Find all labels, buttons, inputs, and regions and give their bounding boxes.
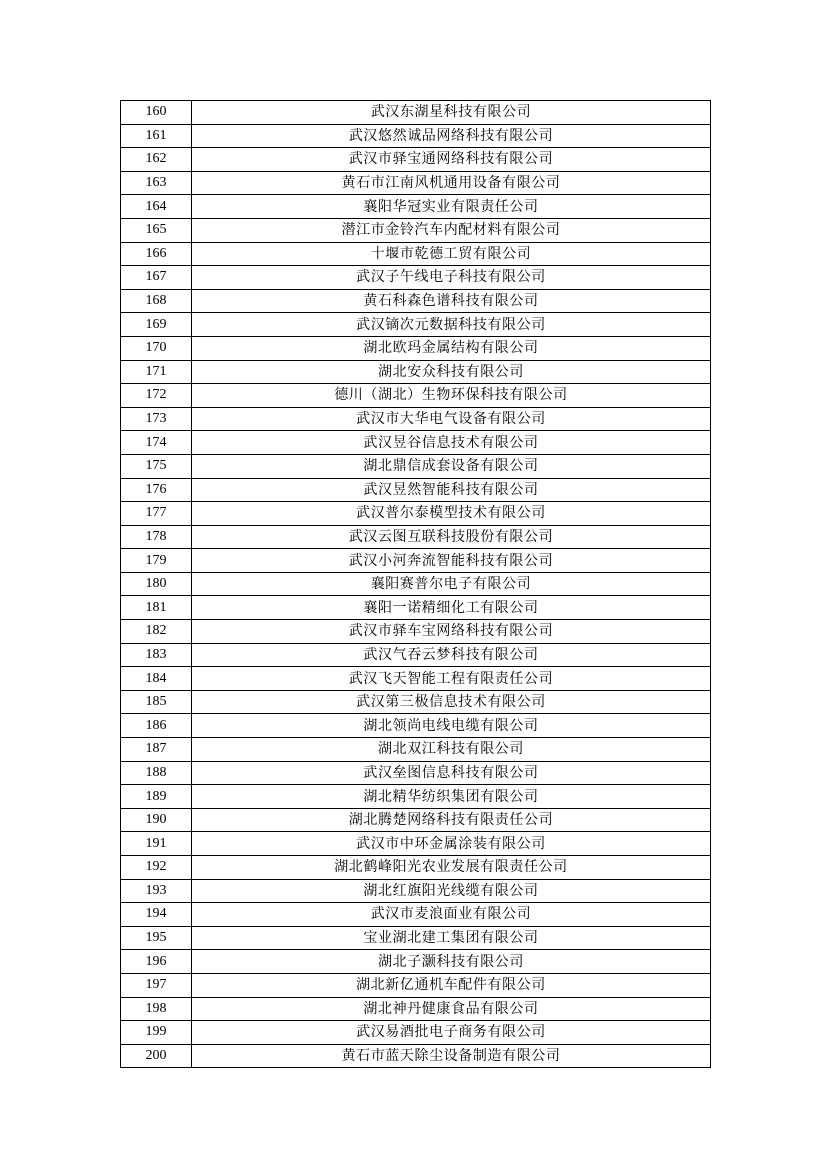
row-number-cell: 175 bbox=[121, 454, 192, 478]
row-number-cell: 166 bbox=[121, 242, 192, 266]
company-name-cell: 襄阳一诺精细化工有限公司 bbox=[192, 596, 711, 620]
company-name-cell: 武汉第三极信息技术有限公司 bbox=[192, 690, 711, 714]
row-number-cell: 186 bbox=[121, 714, 192, 738]
company-name-cell: 湖北新亿通机车配件有限公司 bbox=[192, 973, 711, 997]
table-row bbox=[121, 1044, 711, 1068]
table-row bbox=[121, 195, 711, 219]
row-number-cell: 171 bbox=[121, 360, 192, 384]
table-row bbox=[121, 997, 711, 1021]
row-number-cell: 197 bbox=[121, 973, 192, 997]
row-number-cell: 173 bbox=[121, 407, 192, 431]
row-number-cell: 192 bbox=[121, 856, 192, 880]
table-row bbox=[121, 431, 711, 455]
table-row bbox=[121, 384, 711, 408]
row-number-cell: 193 bbox=[121, 879, 192, 903]
table-row bbox=[121, 242, 711, 266]
company-name-cell: 黄石科森色谱科技有限公司 bbox=[192, 289, 711, 313]
table-row bbox=[121, 950, 711, 974]
table-row bbox=[121, 761, 711, 785]
company-name-cell: 武汉市驿宝通网络科技有限公司 bbox=[192, 148, 711, 172]
company-name-cell: 湖北精华纺织集团有限公司 bbox=[192, 785, 711, 809]
company-name-cell: 武汉镝次元数据科技有限公司 bbox=[192, 313, 711, 337]
company-name-cell: 武汉市中环金属涂装有限公司 bbox=[192, 832, 711, 856]
row-number-cell: 162 bbox=[121, 148, 192, 172]
table-row bbox=[121, 620, 711, 644]
row-number-cell: 191 bbox=[121, 832, 192, 856]
table-row bbox=[121, 856, 711, 880]
row-number-cell: 174 bbox=[121, 431, 192, 455]
company-name-cell: 武汉普尔泰模型技术有限公司 bbox=[192, 502, 711, 526]
table-row bbox=[121, 218, 711, 242]
company-name-cell: 襄阳赛普尔电子有限公司 bbox=[192, 572, 711, 596]
table-row bbox=[121, 572, 711, 596]
company-name-cell: 武汉气吞云梦科技有限公司 bbox=[192, 643, 711, 667]
company-name-cell: 湖北欧玛金属结构有限公司 bbox=[192, 336, 711, 360]
company-name-cell: 武汉飞天智能工程有限责任公司 bbox=[192, 667, 711, 691]
table-row bbox=[121, 148, 711, 172]
company-name-cell: 襄阳华冠实业有限责任公司 bbox=[192, 195, 711, 219]
company-name-cell: 湖北子灏科技有限公司 bbox=[192, 950, 711, 974]
table-row bbox=[121, 454, 711, 478]
table-row bbox=[121, 643, 711, 667]
table-row bbox=[121, 785, 711, 809]
row-number-cell: 169 bbox=[121, 313, 192, 337]
table-row bbox=[121, 667, 711, 691]
row-number-cell: 167 bbox=[121, 266, 192, 290]
row-number-cell: 177 bbox=[121, 502, 192, 526]
company-name-cell: 武汉市驿车宝网络科技有限公司 bbox=[192, 620, 711, 644]
company-name-cell: 黄石市蓝天除尘设备制造有限公司 bbox=[192, 1044, 711, 1068]
table-row bbox=[121, 1021, 711, 1045]
row-number-cell: 165 bbox=[121, 218, 192, 242]
company-name-cell: 武汉小河奔流智能科技有限公司 bbox=[192, 549, 711, 573]
company-name-cell: 湖北鹤峰阳光农业发展有限责任公司 bbox=[192, 856, 711, 880]
table-row bbox=[121, 171, 711, 195]
table-body bbox=[121, 101, 711, 1068]
company-name-cell: 潜江市金铃汽车内配材料有限公司 bbox=[192, 218, 711, 242]
table-row bbox=[121, 879, 711, 903]
table-row bbox=[121, 903, 711, 927]
row-number-cell: 199 bbox=[121, 1021, 192, 1045]
row-number-cell: 196 bbox=[121, 950, 192, 974]
row-number-cell: 163 bbox=[121, 171, 192, 195]
table-row bbox=[121, 101, 711, 125]
row-number-cell: 160 bbox=[121, 101, 192, 125]
table-row bbox=[121, 738, 711, 762]
row-number-cell: 170 bbox=[121, 336, 192, 360]
table-row bbox=[121, 289, 711, 313]
row-number-cell: 188 bbox=[121, 761, 192, 785]
company-name-cell: 武汉子午线电子科技有限公司 bbox=[192, 266, 711, 290]
table-row bbox=[121, 313, 711, 337]
row-number-cell: 190 bbox=[121, 808, 192, 832]
table-row bbox=[121, 549, 711, 573]
table-row bbox=[121, 124, 711, 148]
company-name-cell: 湖北领尚电线电缆有限公司 bbox=[192, 714, 711, 738]
row-number-cell: 161 bbox=[121, 124, 192, 148]
row-number-cell: 195 bbox=[121, 926, 192, 950]
row-number-cell: 182 bbox=[121, 620, 192, 644]
row-number-cell: 181 bbox=[121, 596, 192, 620]
company-name-cell: 武汉悠然诚品网络科技有限公司 bbox=[192, 124, 711, 148]
row-number-cell: 176 bbox=[121, 478, 192, 502]
company-name-cell: 湖北神丹健康食品有限公司 bbox=[192, 997, 711, 1021]
table-row bbox=[121, 596, 711, 620]
company-name-cell: 湖北腾楚网络科技有限责任公司 bbox=[192, 808, 711, 832]
table-row bbox=[121, 808, 711, 832]
row-number-cell: 168 bbox=[121, 289, 192, 313]
company-list-table bbox=[120, 100, 711, 1068]
company-name-cell: 湖北双江科技有限公司 bbox=[192, 738, 711, 762]
row-number-cell: 179 bbox=[121, 549, 192, 573]
table-row bbox=[121, 973, 711, 997]
row-number-cell: 180 bbox=[121, 572, 192, 596]
company-name-cell: 黄石市江南风机通用设备有限公司 bbox=[192, 171, 711, 195]
row-number-cell: 178 bbox=[121, 525, 192, 549]
company-name-cell: 武汉易酒批电子商务有限公司 bbox=[192, 1021, 711, 1045]
row-number-cell: 194 bbox=[121, 903, 192, 927]
row-number-cell: 183 bbox=[121, 643, 192, 667]
row-number-cell: 187 bbox=[121, 738, 192, 762]
company-name-cell: 武汉市麦浪面业有限公司 bbox=[192, 903, 711, 927]
company-name-cell: 武汉东湖星科技有限公司 bbox=[192, 101, 711, 125]
company-name-cell: 武汉昱谷信息技术有限公司 bbox=[192, 431, 711, 455]
row-number-cell: 198 bbox=[121, 997, 192, 1021]
company-name-cell: 德川（湖北）生物环保科技有限公司 bbox=[192, 384, 711, 408]
company-name-cell: 宝业湖北建工集团有限公司 bbox=[192, 926, 711, 950]
table-row bbox=[121, 407, 711, 431]
row-number-cell: 189 bbox=[121, 785, 192, 809]
table-row bbox=[121, 360, 711, 384]
table-row bbox=[121, 926, 711, 950]
row-number-cell: 184 bbox=[121, 667, 192, 691]
company-name-cell: 湖北红旗阳光线缆有限公司 bbox=[192, 879, 711, 903]
company-name-cell: 十堰市乾德工贸有限公司 bbox=[192, 242, 711, 266]
company-name-cell: 湖北鼎信成套设备有限公司 bbox=[192, 454, 711, 478]
table-row bbox=[121, 714, 711, 738]
table-row bbox=[121, 502, 711, 526]
row-number-cell: 200 bbox=[121, 1044, 192, 1068]
table-row bbox=[121, 478, 711, 502]
row-number-cell: 185 bbox=[121, 690, 192, 714]
company-name-cell: 湖北安众科技有限公司 bbox=[192, 360, 711, 384]
row-number-cell: 164 bbox=[121, 195, 192, 219]
company-name-cell: 武汉云图互联科技股份有限公司 bbox=[192, 525, 711, 549]
table-row bbox=[121, 690, 711, 714]
table-row bbox=[121, 525, 711, 549]
table-row bbox=[121, 336, 711, 360]
company-name-cell: 武汉垒图信息科技有限公司 bbox=[192, 761, 711, 785]
table-row bbox=[121, 832, 711, 856]
company-name-cell: 武汉市大华电气设备有限公司 bbox=[192, 407, 711, 431]
company-name-cell: 武汉昱然智能科技有限公司 bbox=[192, 478, 711, 502]
row-number-cell: 172 bbox=[121, 384, 192, 408]
table-row bbox=[121, 266, 711, 290]
